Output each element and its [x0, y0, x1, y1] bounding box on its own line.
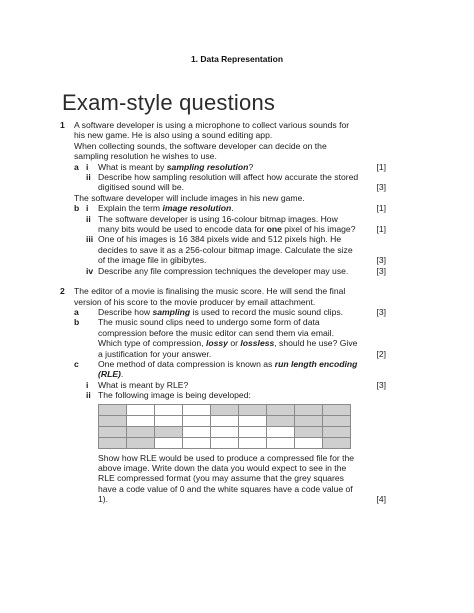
question-1b-ii: [60, 214, 386, 235]
grey-square: [99, 404, 127, 415]
numeral-label: iv: [86, 265, 94, 276]
grey-square: [323, 437, 351, 448]
grid-row: [99, 426, 351, 437]
numeral-label: ii: [86, 390, 91, 401]
numeral-label: i: [86, 379, 89, 390]
marks: [4]: [376, 494, 386, 505]
question-text: A software developer is using a microphone to collect various sounds for his new game. He is also using a sound editing app.: [74, 120, 350, 141]
white-square: [295, 437, 323, 448]
marks: [1]: [376, 161, 386, 172]
question-2c-ii-task: [60, 453, 386, 505]
question-1b-iv: [60, 266, 386, 276]
white-square: [183, 437, 211, 448]
white-square: [127, 404, 155, 415]
question-text: pixel of his image?: [281, 224, 356, 235]
white-square: [127, 415, 155, 426]
grey-square: [323, 404, 351, 415]
question-text: Describe any file compression techniques the developer may use.: [98, 265, 349, 276]
white-square: [239, 426, 267, 437]
question-text: Show how RLE would be used to produce a compressed file for the above image. Write down the data you would expect to see in the RLE compressed format (you may assume that the grey squares have a code value of 0 and the white squares have a code value of 1).: [98, 452, 355, 505]
grey-square: [295, 415, 323, 426]
numeral-label: ii: [86, 213, 91, 224]
question-text: One method of data compression is known as: [98, 358, 275, 369]
marks: [1]: [376, 224, 386, 235]
part-label: c: [74, 358, 79, 369]
numeral-label: ii: [86, 172, 91, 183]
grey-square: [239, 404, 267, 415]
question-text: What is meant by: [98, 161, 167, 172]
grey-square: [267, 415, 295, 426]
white-square: [211, 426, 239, 437]
key-term: lossy: [205, 338, 228, 349]
question-text: The editor of a movie is finalising the music score. He will send the final version of his score to the movie producer by email attachment.: [74, 286, 346, 307]
marks: [3]: [376, 306, 386, 317]
white-square: [155, 404, 183, 415]
question-1a-ii: [60, 172, 386, 193]
marks: [1]: [376, 203, 386, 214]
grey-square: [99, 426, 127, 437]
page-title: Exam-style questions: [62, 90, 276, 115]
key-term: lossless: [240, 338, 275, 349]
question-text: The software developer is using 16-colour bitmap images. How many bits would be used to encode data for: [98, 213, 338, 235]
question-text: .: [231, 203, 234, 214]
part-label: b: [74, 203, 80, 214]
question-2a: [60, 307, 386, 317]
white-square: [211, 437, 239, 448]
numeral-label: i: [86, 203, 89, 214]
key-term: one: [266, 224, 282, 235]
question-1a-i: [60, 162, 386, 172]
grid-row: [99, 437, 351, 448]
grid-row: [99, 404, 351, 415]
part-label: a: [74, 306, 79, 317]
numeral-label: i: [86, 161, 89, 172]
question-text: or: [227, 338, 241, 349]
key-term: sampling: [152, 306, 191, 317]
page-header: 1. Data Representation: [190, 54, 284, 64]
question-text: ?: [248, 161, 254, 172]
question-2b: [60, 317, 386, 359]
grey-square: [99, 415, 127, 426]
white-square: [211, 415, 239, 426]
white-square: [183, 426, 211, 437]
grey-square: [127, 426, 155, 437]
question-1b-iii: [60, 234, 386, 265]
question-text: , should he use? Give a justification for your answer.: [98, 338, 358, 359]
marks: [3]: [376, 182, 386, 193]
white-square: [267, 426, 295, 437]
grey-square: [99, 437, 127, 448]
key-term: image resolution: [162, 203, 232, 214]
white-square: [183, 404, 211, 415]
marks: [2]: [376, 348, 386, 359]
question-text: Explain the term: [98, 203, 163, 214]
grey-square: [323, 415, 351, 426]
white-square: [239, 437, 267, 448]
question-number: 2: [60, 286, 65, 297]
question-text: Describe how sampling resolution will affect how accurate the stored digitised sound will be.: [98, 172, 359, 193]
question-2c-i: [60, 380, 386, 390]
grey-square: [295, 426, 323, 437]
white-square: [155, 415, 183, 426]
grey-square: [267, 404, 295, 415]
part-label: b: [74, 317, 80, 328]
question-1b-i: [60, 203, 386, 213]
numeral-label: iii: [86, 234, 94, 245]
marks: [3]: [376, 379, 386, 390]
grey-square: [211, 404, 239, 415]
question-1-intro-2: [60, 141, 386, 162]
question-2c: [60, 359, 386, 380]
question-text: One of his images is 16 384 pixels wide and 512 pixels high. He decides to save it as a 256-colour bitmap image. Calculate the size of the image file in gibibytes.: [98, 234, 353, 266]
white-square: [267, 437, 295, 448]
question-2-intro: [60, 286, 386, 307]
question-text: is used to record the music sound clips.: [190, 306, 344, 317]
white-square: [239, 415, 267, 426]
key-term: run length encoding (RLE): [98, 358, 358, 380]
rle-image-grid: [98, 404, 351, 449]
white-square: [155, 437, 183, 448]
grey-square: [295, 404, 323, 415]
grey-square: [127, 437, 155, 448]
grid-row: [99, 415, 351, 426]
question-text: The following image is being developed:: [98, 390, 251, 401]
question-1-mid: [60, 193, 386, 203]
marks: [3]: [376, 255, 386, 266]
marks: [3]: [376, 265, 386, 276]
question-1-intro: [60, 120, 386, 141]
question-text: Describe how: [98, 306, 153, 317]
question-text: .: [120, 369, 124, 380]
question-number: 1: [60, 120, 65, 130]
grey-square: [155, 426, 183, 437]
question-2c-ii: [60, 390, 386, 400]
questions-content: [60, 120, 386, 505]
question-text: The software developer will include images in his new game.: [74, 192, 305, 203]
question-text: The music sound clips need to undergo some form of data compression before the music editor can send them via email. Which type of compression,: [98, 317, 334, 349]
question-text: What is meant by RLE?: [98, 379, 189, 390]
question-text: When collecting sounds, the software developer can decide on the sampling resolution he wishes to use.: [74, 140, 327, 162]
part-label: a: [74, 161, 79, 172]
grey-square: [323, 426, 351, 437]
key-term: sampling resolution: [166, 161, 249, 172]
white-square: [183, 415, 211, 426]
